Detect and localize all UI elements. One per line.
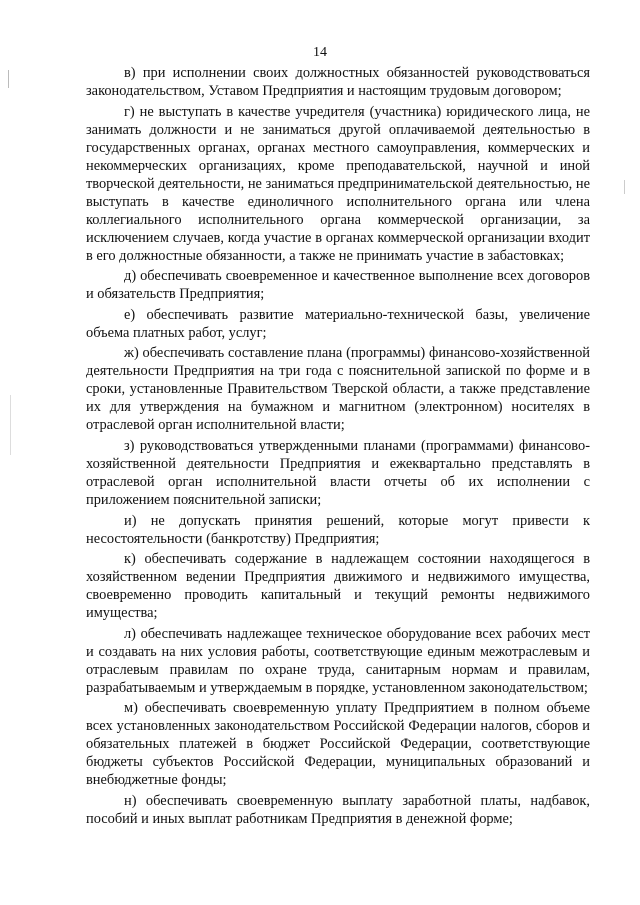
scan-artifact-left [8, 70, 9, 88]
scan-artifact-left-lower [10, 395, 11, 455]
paragraph-g: г) не выступать в качестве учредителя (участника) юридического лица, не занимать должности и не заниматься другой оплачиваемой деятельностью в государственных органах, органах местного самоуправления, коммерческих и некоммерческих организациях, кроме преподавательской, научной и иной творческой деятельности, не заниматься предпринимательской деятельностью, не выступать в качестве единоличного исполнительного органа или члена коллегиального исполнительного органа коммерческой организации, за исключением случаев, когда участие в органах коммерческой организации входит в его должностные обязанности, а также не принимать участие в забастовках; [86, 103, 590, 264]
paragraph-i: и) не допускать принятия решений, которые могут привести к несостоятельности (банкротству) Предприятия; [86, 512, 590, 547]
scan-artifact-right [624, 180, 625, 194]
document-body [86, 64, 590, 831]
paragraph-m: м) обеспечивать своевременную уплату Предприятием в полном объеме всех установленных законодательством Российской Федерации налогов, сборов и обязательных платежей в бюджет Российской Федерации, соответствующие бюджеты субъектов Российской Федерации, муниципальных образований и внебюджетные фонды; [86, 700, 590, 789]
paragraph-e: е) обеспечивать развитие материально-технической базы, увеличение объема платных работ, услуг; [86, 306, 590, 341]
paragraph-zh: ж) обеспечивать составление плана (программы) финансово-хозяйственной деятельности Предприятия на три года с пояснительной запиской по форме и в сроки, установленные Правительством Тверской области, а также представление их для утверждения на бумажном и магнитном (электронном) носителях в отраслевой орган исполнительной власти; [86, 345, 590, 434]
paragraph-k: к) обеспечивать содержание в надлежащем состоянии находящегося в хозяйственном ведении Предприятия движимого и недвижимого имущества, своевременно проводить капитальный и текущий ремонты недвижимого имущества; [86, 551, 590, 622]
paragraph-z: з) руководствоваться утвержденными планами (программами) финансово-хозяйственной деятельности Предприятия и ежеквартально представлять в отраслевой орган исполнительной власти отчеты об их исполнении с приложением пояснительной записки; [86, 437, 590, 508]
paragraph-n: н) обеспечивать своевременную выплату заработной платы, надбавок, пособий и иных выплат работникам Предприятия в денежной форме; [86, 792, 590, 827]
paragraph-d: д) обеспечивать своевременное и качественное выполнение всех договоров и обязательств Предприятия; [86, 268, 590, 303]
paragraph-l: л) обеспечивать надлежащее техническое оборудование всех рабочих мест и создавать на них условия работы, соответствующие единым межотраслевым и отраслевым правилам по охране труда, санитарным нормам и правилам, разрабатываемым и утверждаемым в порядке, установленном законодательством; [86, 625, 590, 696]
paragraph-v: в) при исполнении своих должностных обязанностей руководствоваться законодательством, Уставом Предприятия и настоящим трудовым договором; [86, 65, 590, 99]
page-number: 14 [313, 45, 327, 60]
